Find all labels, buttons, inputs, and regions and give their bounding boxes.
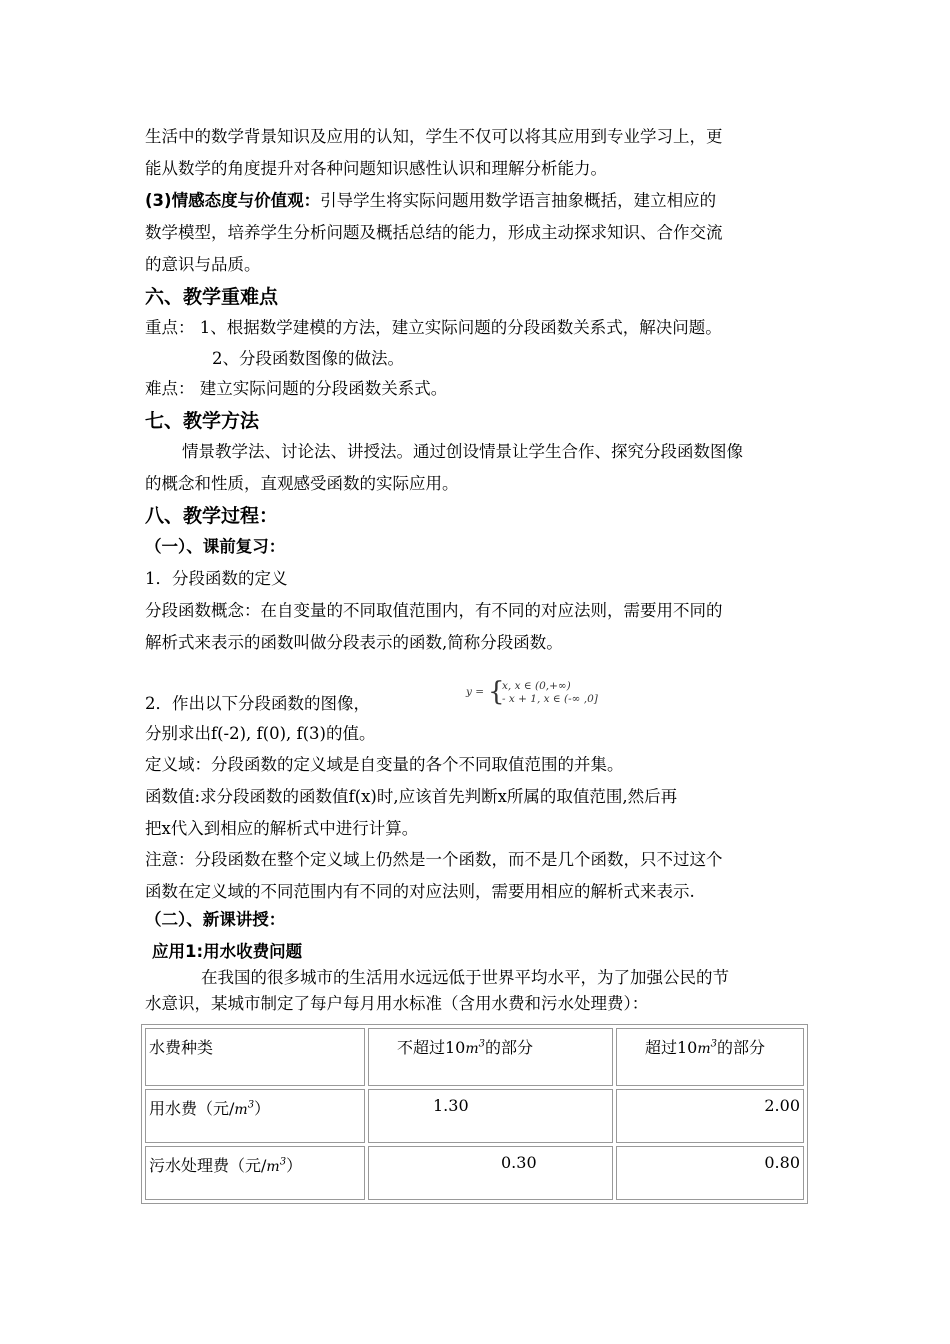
table-cell: 污水处理费（元$/m^3$） [145,1146,365,1200]
paragraph-line: 数学模型，培养学生分析问题及概括总结的能力，形成主动探求知识、合作交流 [145,223,723,242]
table-row [145,1146,804,1200]
definition-line: 解析式来表示的函数叫做分段表示的函数,简称分段函数。 [145,633,563,652]
attitude-label: (3)情感态度与价值观： [145,191,321,210]
table-cell: 用水费（元$/m^3$） [145,1089,365,1143]
table-cell: 2.00 [616,1089,804,1143]
table-cell: 水费种类 [145,1028,365,1086]
section-heading-6: 六、教学重难点 [145,286,279,308]
note-line: 函数在定义域的不同范围内有不同的对应法则，需要用相应的解析式来表示. [145,882,695,901]
subsection-new-lesson: （二）、新课讲授： [145,910,286,929]
formula-case-1: x, x ∈ (0,+∞) [502,680,571,692]
paragraph-line: 能从数学的角度提升对各种问题知识感性认识和理解分析能力。 [145,159,607,178]
table-row [145,1028,804,1086]
difficulty-point: 难点： 建立实际问题的分段函数关系式。 [145,379,448,398]
formula-case-2: - x + 1, x ∈ (-∞ ,0] [502,693,598,705]
application-line: 在我国的很多城市的生活用水远远低于世界平均水平，为了加强公民的节 [201,968,729,987]
application-line: 水意识，某城市制定了每户每月用水标准（含用水费和污水处理费）： [145,994,649,1013]
table-cell: 0.80 [616,1146,804,1200]
paragraph-line: 生活中的数学背景知识及应用的认知，学生不仅可以将其应用到专业学习上，更 [145,127,723,146]
method-line: 情景教学法、讨论法、讲授法。通过创设情景让学生合作、探究分段函数图像 [182,442,743,461]
table-cell: 0.30 [368,1146,613,1200]
subsection-review: （一）、课前复习： [145,537,286,556]
key-point-2: 2、分段函数图像的做法。 [212,349,404,368]
attitude-text: 引导学生将实际问题用数学语言抽象概括，建立相应的 [320,191,717,210]
value-line: 函数值:求分段函数的函数值f(x)时,应该首先判断x所属的取值范围,然后再 [145,787,678,806]
section-heading-7: 七、教学方法 [145,410,260,432]
review-item-1: 1．分段函数的定义 [145,569,288,588]
water-fee-table [141,1024,808,1204]
domain-line: 定义域：分段函数的定义域是自变量的各个不同取值范围的并集。 [145,755,624,774]
key-point-1: 重点： 1、根据数学建模的方法，建立实际问题的分段函数关系式，解决问题。 [145,318,722,337]
application-1-title: 应用1:用水收费问题 [152,942,303,961]
table-row [145,1089,804,1143]
note-line: 注意：分段函数在整个定义域上仍然是一个函数，而不是几个函数，只不过这个 [145,850,723,869]
table-cell: 1.30 [368,1089,613,1143]
table-cell: 超过$10m^3$的部分 [616,1028,804,1086]
paragraph-line: 的意识与品质。 [145,255,261,274]
table-cell: 不超过$10m^3$的部分 [368,1028,613,1086]
value-line: 把x代入到相应的解析式中进行计算。 [145,819,419,838]
review-item-2-line2: 分别求出f(-2), f(0), f(3)的值。 [145,724,376,743]
review-item-2: 2．作出以下分段函数的图像， [145,694,370,713]
brace-icon: { [488,677,505,707]
section-heading-8: 八、教学过程： [145,505,279,527]
formula-lhs: y = [466,686,485,698]
paragraph-attitude [145,189,716,213]
definition-line: 分段函数概念：在自变量的不同取值范围内，有不同的对应法则，需要用不同的 [145,601,723,620]
method-line: 的概念和性质，直观感受函数的实际应用。 [145,474,459,493]
